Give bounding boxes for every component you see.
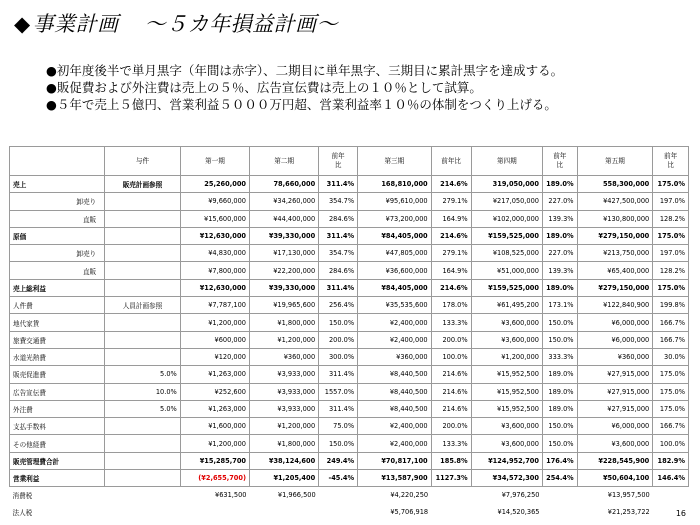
amount-cell: ¥252,600	[180, 383, 249, 400]
table-row	[10, 331, 689, 348]
condition-cell	[105, 348, 181, 365]
empty-cell	[319, 504, 358, 520]
amount-cell: ¥3,933,000	[250, 383, 319, 400]
amount-cell: ¥34,572,300	[471, 470, 542, 487]
table-row	[10, 210, 689, 227]
condition-cell	[105, 262, 181, 279]
row-label: 直販	[10, 262, 105, 279]
ratio-cell: 166.7%	[653, 331, 689, 348]
amount-cell: ¥5,706,918	[390, 507, 429, 516]
column-header: 前年 比	[653, 147, 689, 176]
ratio-cell: 139.3%	[542, 210, 577, 227]
ratio-cell: 146.4%	[653, 470, 689, 487]
ratio-cell: 150.0%	[542, 418, 577, 435]
amount-cell: ¥1,205,400	[250, 470, 319, 487]
negative-value: (¥2,655,700)	[198, 474, 246, 483]
ratio-cell: 30.0%	[653, 348, 689, 365]
amount-cell: ¥159,525,000	[471, 227, 542, 244]
ratio-cell: 311.4%	[319, 176, 358, 193]
ratio-cell: 100.0%	[653, 435, 689, 452]
table-row	[10, 176, 689, 193]
row-label: 水道光熱費	[10, 348, 105, 365]
tax-row	[10, 504, 689, 520]
amount-cell: ¥21,253,722	[607, 507, 650, 516]
ratio-cell: 227.0%	[542, 193, 577, 210]
ratio-cell: 150.0%	[542, 314, 577, 331]
empty-cell	[319, 487, 358, 504]
row-label: 売上総利益	[10, 279, 105, 296]
amount-cell: ¥27,915,000	[577, 366, 653, 383]
row-label: 法人税	[12, 508, 33, 517]
ratio-cell: 197.0%	[653, 245, 689, 262]
amount-cell: ¥360,000	[577, 348, 653, 365]
amount-cell: ¥1,600,000	[180, 418, 249, 435]
amount-cell: ¥122,840,900	[577, 297, 653, 314]
ratio-cell: 133.3%	[431, 435, 471, 452]
amount-cell: ¥22,200,000	[250, 262, 319, 279]
row-label: 支払手数料	[10, 418, 105, 435]
ratio-cell: 333.3%	[542, 348, 577, 365]
row-label: 外注費	[10, 400, 105, 417]
amount-cell: ¥7,800,000	[180, 262, 249, 279]
ratio-cell: 150.0%	[542, 435, 577, 452]
ratio-cell: 189.0%	[542, 176, 577, 193]
ratio-cell: 200.0%	[431, 418, 471, 435]
row-label: 卸売り	[10, 193, 105, 210]
ratio-cell: 178.0%	[431, 297, 471, 314]
title-sub: ～５カ年損益計画～	[144, 12, 339, 36]
ratio-cell: 164.9%	[431, 210, 471, 227]
amount-cell: ¥84,405,000	[358, 227, 432, 244]
ratio-cell: 128.2%	[653, 262, 689, 279]
bullet-item: ●販促費および外注費は売上の５％、広告宣伝費は売上の１０％として試算。	[46, 80, 482, 95]
ratio-cell: 284.6%	[319, 210, 358, 227]
empty-cell	[542, 504, 577, 520]
amount-cell: ¥124,952,700	[471, 452, 542, 469]
amount-cell: ¥12,630,000	[180, 279, 249, 296]
amount-cell: 168,810,000	[358, 176, 432, 193]
amount-cell: ¥13,587,900	[358, 470, 432, 487]
ratio-cell: 256.4%	[319, 297, 358, 314]
amount-cell: ¥34,260,000	[250, 193, 319, 210]
amount-cell: ¥2,400,000	[358, 435, 432, 452]
empty-cell	[542, 487, 577, 504]
ratio-cell: 279.1%	[431, 245, 471, 262]
column-header: 前年 比	[319, 147, 358, 176]
table-row	[10, 366, 689, 383]
ratio-cell: 175.0%	[653, 227, 689, 244]
amount-cell: ¥6,000,000	[577, 314, 653, 331]
amount-cell: ¥3,933,000	[250, 400, 319, 417]
row-label: 販売管理費合計	[10, 452, 105, 469]
ratio-cell: 199.8%	[653, 297, 689, 314]
ratio-cell: 214.6%	[431, 383, 471, 400]
table-row	[10, 435, 689, 452]
ratio-cell: 354.7%	[319, 245, 358, 262]
column-header	[10, 147, 105, 176]
amount-cell: ¥7,787,100	[180, 297, 249, 314]
amount-cell: ¥600,000	[180, 331, 249, 348]
ratio-cell: 189.0%	[542, 227, 577, 244]
table-row	[10, 279, 689, 296]
column-header: 第四期	[471, 147, 542, 176]
page-title	[14, 8, 338, 38]
amount-cell: ¥36,600,000	[358, 262, 432, 279]
ratio-cell: 311.4%	[319, 279, 358, 296]
amount-cell: ¥1,966,500	[277, 491, 316, 500]
condition-cell	[105, 314, 181, 331]
ratio-cell: 214.6%	[431, 400, 471, 417]
ratio-cell: 185.8%	[431, 452, 471, 469]
ratio-cell: 200.0%	[431, 331, 471, 348]
row-label: 広告宣伝費	[10, 383, 105, 400]
empty-cell	[431, 487, 471, 504]
amount-cell: ¥108,525,000	[471, 245, 542, 262]
ratio-cell: 166.7%	[653, 418, 689, 435]
amount-cell: ¥14,520,365	[497, 507, 540, 516]
row-label: 売上	[10, 176, 105, 193]
row-label: 原価	[10, 227, 105, 244]
ratio-cell: 311.4%	[319, 227, 358, 244]
amount-cell: ¥95,610,000	[358, 193, 432, 210]
amount-cell: ¥15,952,500	[471, 366, 542, 383]
table-header-row	[10, 147, 689, 176]
ratio-cell: 128.2%	[653, 210, 689, 227]
amount-cell: ¥120,000	[180, 348, 249, 365]
ratio-cell: 175.0%	[653, 400, 689, 417]
amount-cell: ¥38,124,600	[250, 452, 319, 469]
ratio-cell: 150.0%	[319, 435, 358, 452]
condition-cell	[105, 210, 181, 227]
amount-cell: ¥1,200,000	[250, 418, 319, 435]
ratio-cell: 176.4%	[542, 452, 577, 469]
ratio-cell: 284.6%	[319, 262, 358, 279]
column-header: 第五期	[577, 147, 653, 176]
amount-cell: ¥27,915,000	[577, 383, 653, 400]
table-row	[10, 262, 689, 279]
ratio-cell: 189.0%	[542, 383, 577, 400]
amount-cell: ¥8,440,500	[358, 400, 432, 417]
table-row	[10, 418, 689, 435]
amount-cell: ¥1,800,000	[250, 435, 319, 452]
amount-cell: ¥3,600,000	[577, 435, 653, 452]
amount-cell: ¥35,535,600	[358, 297, 432, 314]
ratio-cell: 150.0%	[542, 331, 577, 348]
ratio-cell: 311.4%	[319, 400, 358, 417]
table-row	[10, 193, 689, 210]
amount-cell: ¥47,805,000	[358, 245, 432, 262]
ratio-cell: 311.4%	[319, 366, 358, 383]
amount-cell: ¥65,400,000	[577, 262, 653, 279]
ratio-cell: 175.0%	[653, 279, 689, 296]
amount-cell: ¥217,050,000	[471, 193, 542, 210]
table-row	[10, 452, 689, 469]
bullet-item: ●初年度後半で単月黒字（年間は赤字）、二期目に単年黒字、三期目に累計黒字を達成する。	[46, 63, 564, 78]
table-row	[10, 348, 689, 365]
amount-cell: ¥15,285,700	[180, 452, 249, 469]
amount-cell: ¥360,000	[250, 348, 319, 365]
amount-cell: ¥228,545,900	[577, 452, 653, 469]
amount-cell: ¥13,957,500	[607, 491, 650, 500]
ratio-cell: 189.0%	[542, 279, 577, 296]
amount-cell: ¥6,000,000	[577, 331, 653, 348]
ratio-cell: 166.7%	[653, 314, 689, 331]
amount-cell: ¥427,500,000	[577, 193, 653, 210]
condition-cell: 10.0%	[105, 383, 181, 400]
title-main: 事業計画	[32, 12, 119, 36]
condition-cell	[105, 435, 181, 452]
amount-cell: ¥279,150,000	[577, 227, 653, 244]
ratio-cell: 175.0%	[653, 366, 689, 383]
column-header: 前年比	[431, 147, 471, 176]
empty-cell	[653, 487, 689, 504]
amount-cell: ¥130,800,000	[577, 210, 653, 227]
amount-cell	[180, 504, 249, 520]
condition-cell: 販売計画参照	[105, 176, 181, 193]
ratio-cell: 354.7%	[319, 193, 358, 210]
amount-cell	[250, 504, 319, 520]
amount-cell: ¥1,263,000	[180, 366, 249, 383]
condition-cell	[105, 331, 181, 348]
amount-cell: ¥39,330,000	[250, 227, 319, 244]
amount-cell: ¥15,952,500	[471, 400, 542, 417]
condition-cell	[105, 245, 181, 262]
ratio-cell: 197.0%	[653, 193, 689, 210]
ratio-cell: 150.0%	[319, 314, 358, 331]
column-header: 第一期	[180, 147, 249, 176]
ratio-cell: 214.6%	[431, 366, 471, 383]
diamond-icon: ◆	[14, 12, 31, 36]
bullet-list	[46, 62, 563, 113]
empty-cell	[431, 504, 471, 520]
amount-cell: ¥213,750,000	[577, 245, 653, 262]
ratio-cell: 164.9%	[431, 262, 471, 279]
page-number: 16	[675, 509, 686, 518]
table-row	[10, 245, 689, 262]
amount-cell: ¥2,400,000	[358, 418, 432, 435]
tax-row	[10, 487, 689, 504]
amount-cell: ¥279,150,000	[577, 279, 653, 296]
amount-cell: ¥9,660,000	[180, 193, 249, 210]
bullet-item: ●５年で売上５億円、営業利益５０００万円超、営業利益率１０％の体制をつくり上げる。	[46, 97, 557, 112]
amount-cell: ¥3,600,000	[471, 314, 542, 331]
ratio-cell: 214.6%	[431, 176, 471, 193]
amount-cell: ¥19,965,600	[250, 297, 319, 314]
amount-cell: ¥61,495,200	[471, 297, 542, 314]
table-row	[10, 314, 689, 331]
ratio-cell: 1557.0%	[319, 383, 358, 400]
condition-cell	[105, 470, 181, 487]
table-row	[10, 470, 689, 487]
amount-cell: 25,260,000	[180, 176, 249, 193]
amount-cell: ¥631,500	[215, 491, 247, 500]
amount-cell: ¥1,200,000	[180, 314, 249, 331]
ratio-cell: 254.4%	[542, 470, 577, 487]
column-header: 第二期	[250, 147, 319, 176]
row-label: 消費税	[12, 492, 33, 501]
amount-cell: ¥3,600,000	[471, 418, 542, 435]
ratio-cell: 214.6%	[431, 279, 471, 296]
table-row	[10, 297, 689, 314]
condition-cell: 人員計画参照	[105, 297, 181, 314]
amount-cell: ¥51,000,000	[471, 262, 542, 279]
condition-cell	[105, 193, 181, 210]
amount-cell: ¥27,915,000	[577, 400, 653, 417]
ratio-cell: 100.0%	[431, 348, 471, 365]
condition-cell	[105, 418, 181, 435]
row-label: 直販	[10, 210, 105, 227]
amount-cell: ¥3,600,000	[471, 435, 542, 452]
condition-cell: 5.0%	[105, 400, 181, 417]
amount-cell: ¥12,630,000	[180, 227, 249, 244]
amount-cell: ¥2,400,000	[358, 314, 432, 331]
condition-cell	[105, 279, 181, 296]
amount-cell: 558,300,000	[577, 176, 653, 193]
column-header: 与件	[105, 147, 181, 176]
ratio-cell: 133.3%	[431, 314, 471, 331]
amount-cell: ¥1,200,000	[250, 331, 319, 348]
table-row	[10, 400, 689, 417]
row-label: 旅費交通費	[10, 331, 105, 348]
amount-cell: 319,050,000	[471, 176, 542, 193]
ratio-cell: 249.4%	[319, 452, 358, 469]
amount-cell: ¥1,200,000	[180, 435, 249, 452]
amount-cell: ¥15,952,500	[471, 383, 542, 400]
row-label: 人件費	[10, 297, 105, 314]
ratio-cell: 279.1%	[431, 193, 471, 210]
ratio-cell: 139.3%	[542, 262, 577, 279]
amount-cell: ¥6,000,000	[577, 418, 653, 435]
table-row	[10, 227, 689, 244]
condition-cell	[105, 227, 181, 244]
row-label: 卸売り	[10, 245, 105, 262]
profit-loss-table	[9, 146, 689, 520]
ratio-cell: 189.0%	[542, 366, 577, 383]
amount-cell: ¥39,330,000	[250, 279, 319, 296]
amount-cell: ¥360,000	[358, 348, 432, 365]
amount-cell: ¥4,830,000	[180, 245, 249, 262]
empty-cell	[105, 487, 181, 504]
amount-cell	[180, 470, 249, 487]
amount-cell: ¥44,400,000	[250, 210, 319, 227]
empty-cell	[105, 504, 181, 520]
amount-cell: ¥50,604,100	[577, 470, 653, 487]
amount-cell: ¥70,817,100	[358, 452, 432, 469]
amount-cell: 78,660,000	[250, 176, 319, 193]
ratio-cell: 1127.3%	[431, 470, 471, 487]
condition-cell	[105, 452, 181, 469]
amount-cell: ¥159,525,000	[471, 279, 542, 296]
amount-cell: ¥2,400,000	[358, 331, 432, 348]
amount-cell: ¥1,800,000	[250, 314, 319, 331]
ratio-cell: 173.1%	[542, 297, 577, 314]
row-label: 地代家賃	[10, 314, 105, 331]
ratio-cell: 214.6%	[431, 227, 471, 244]
amount-cell: ¥73,200,000	[358, 210, 432, 227]
amount-cell: ¥17,130,000	[250, 245, 319, 262]
ratio-cell: 175.0%	[653, 383, 689, 400]
amount-cell: ¥1,200,000	[471, 348, 542, 365]
column-header: 第三期	[358, 147, 432, 176]
amount-cell: ¥84,405,000	[358, 279, 432, 296]
amount-cell: ¥7,976,250	[501, 491, 540, 500]
row-label: 販売促進費	[10, 366, 105, 383]
ratio-cell: 189.0%	[542, 400, 577, 417]
ratio-cell: 200.0%	[319, 331, 358, 348]
ratio-cell: -45.4%	[319, 470, 358, 487]
amount-cell: ¥102,000,000	[471, 210, 542, 227]
ratio-cell: 227.0%	[542, 245, 577, 262]
ratio-cell: 300.0%	[319, 348, 358, 365]
column-header: 前年 比	[542, 147, 577, 176]
amount-cell: ¥8,440,500	[358, 366, 432, 383]
row-label: 営業利益	[10, 470, 105, 487]
ratio-cell: 182.9%	[653, 452, 689, 469]
amount-cell: ¥3,933,000	[250, 366, 319, 383]
amount-cell: ¥8,440,500	[358, 383, 432, 400]
ratio-cell: 75.0%	[319, 418, 358, 435]
amount-cell: ¥4,220,250	[390, 491, 429, 500]
ratio-cell: 175.0%	[653, 176, 689, 193]
table-row	[10, 383, 689, 400]
condition-cell: 5.0%	[105, 366, 181, 383]
amount-cell: ¥15,600,000	[180, 210, 249, 227]
amount-cell: ¥3,600,000	[471, 331, 542, 348]
row-label: その他経費	[10, 435, 105, 452]
amount-cell: ¥1,263,000	[180, 400, 249, 417]
